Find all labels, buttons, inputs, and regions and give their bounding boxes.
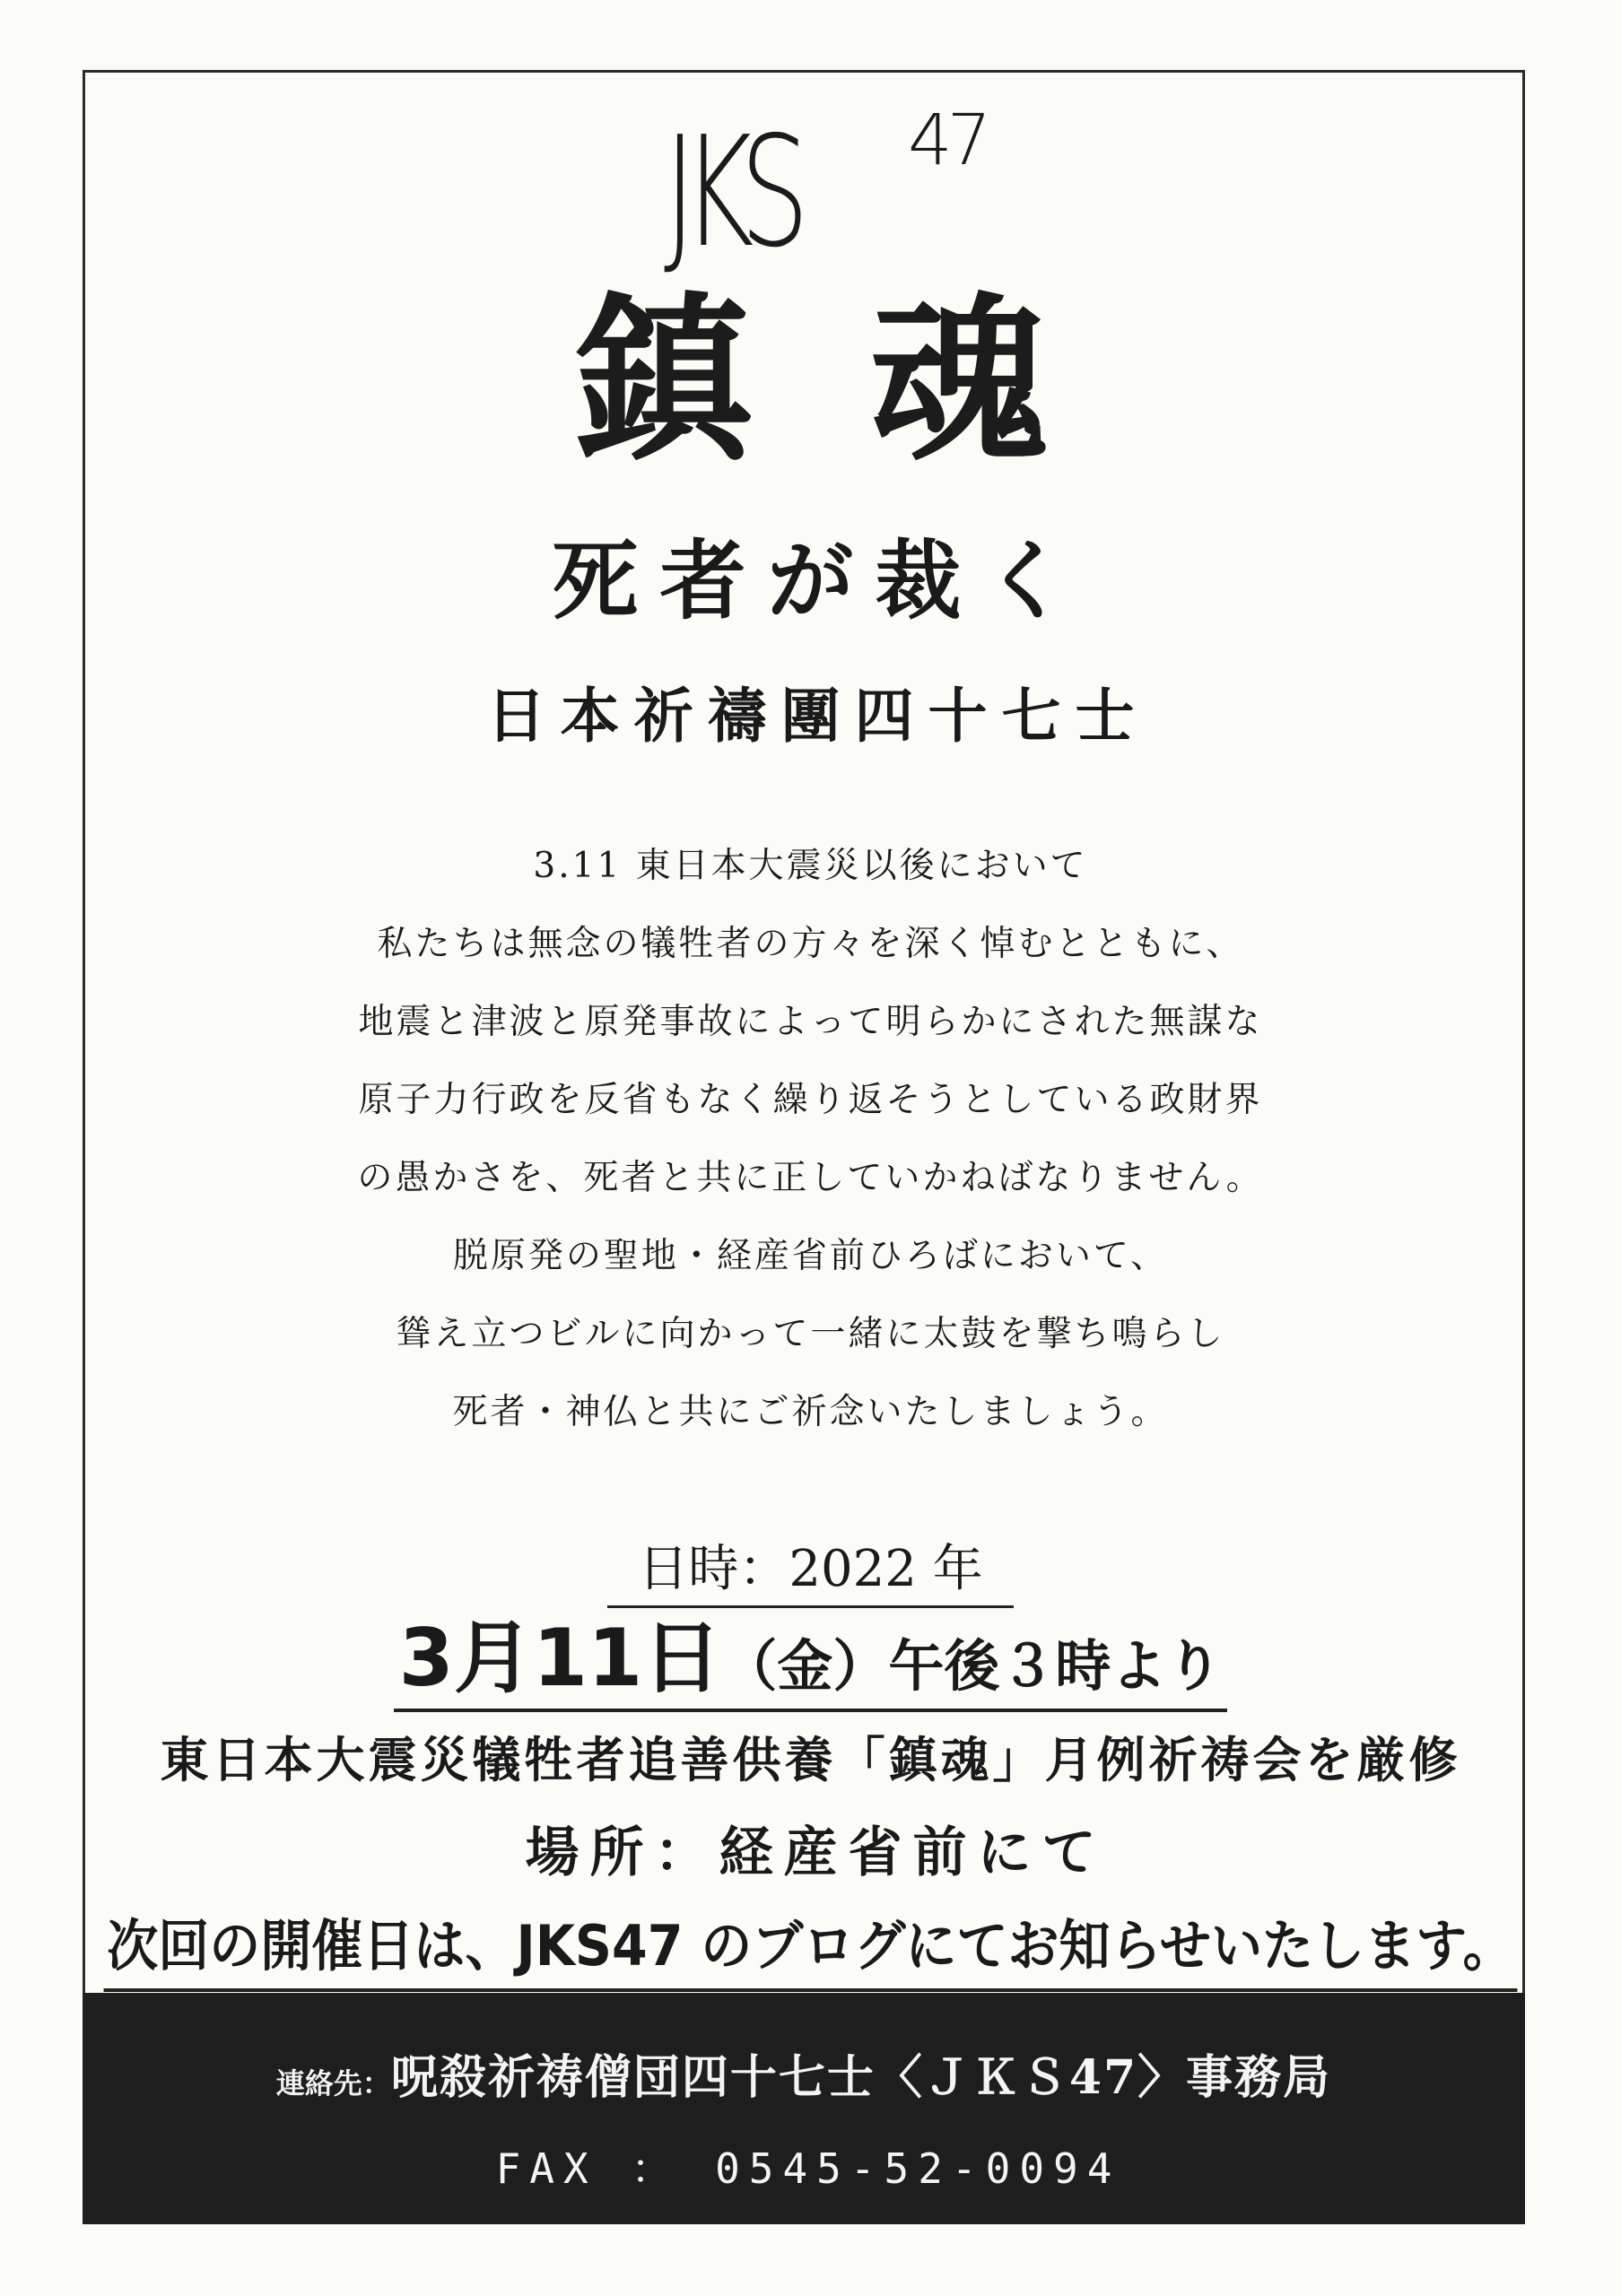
organization-name: 日本祈禱團四十七士	[486, 681, 1149, 751]
logo-main-text: JKS	[664, 104, 796, 282]
contact-label: 連絡先：	[275, 2066, 391, 2100]
event-description: 東日本大震災犠牲者追善供養「鎮魂」月例祈祷会を厳修	[160, 1731, 1461, 1788]
event-place: 場所：経産省前にて	[525, 1822, 1107, 1884]
date-day: 3月11日	[398, 1612, 722, 1704]
message-line: の愚かさを、死者と共に正していかねばなりません。	[357, 1158, 1264, 1198]
subtitle: 死者が裁く	[552, 530, 1091, 631]
contact-fax: FAX ： 0545-52-0094	[495, 2144, 1121, 2193]
date-year-line	[0, 1540, 1621, 1608]
logo-superscript: 47	[908, 100, 987, 181]
contact-row	[83, 2039, 1525, 2107]
message-line: 脱原発の聖地・経産省前ひろばにおいて、	[452, 1236, 1169, 1276]
main-title: 鎮魂	[572, 275, 1165, 486]
message-line: 死者・神仏と共にご祈念いたしましょう。	[452, 1392, 1169, 1432]
message-line: 私たちは無念の犠牲者の方々を深く悼むとともに、	[377, 924, 1244, 964]
contact-box	[83, 1993, 1525, 2224]
date-time: （金）午後３時より	[721, 1633, 1223, 1699]
next-date-notice	[0, 1901, 1621, 1992]
message-line: 地震と津波と原発事故によって明らかにされた無謀な	[358, 1002, 1263, 1042]
next-date-notice-text: 次回の開催日は、JKS47 のブログにてお知らせいたします。	[104, 1901, 1518, 1992]
message-block	[0, 827, 1621, 1451]
message-line: 原子力行政を反省もなく繰り返そうとしている政財界	[358, 1080, 1263, 1120]
message-line: 聳え立つビルに向かって一緒に太鼓を撃ち鳴らし	[396, 1314, 1225, 1354]
message-line: 3.11 東日本大震災以後において	[533, 846, 1088, 886]
date-day-wrapper	[394, 1612, 1228, 1712]
contact-name: 呪殺祈祷僧団四十七士〈ＪＫＳ47〉事務局	[390, 2050, 1332, 2105]
date-day-line	[0, 1612, 1621, 1712]
date-year-text: 日時：2022 年	[607, 1544, 1013, 1608]
